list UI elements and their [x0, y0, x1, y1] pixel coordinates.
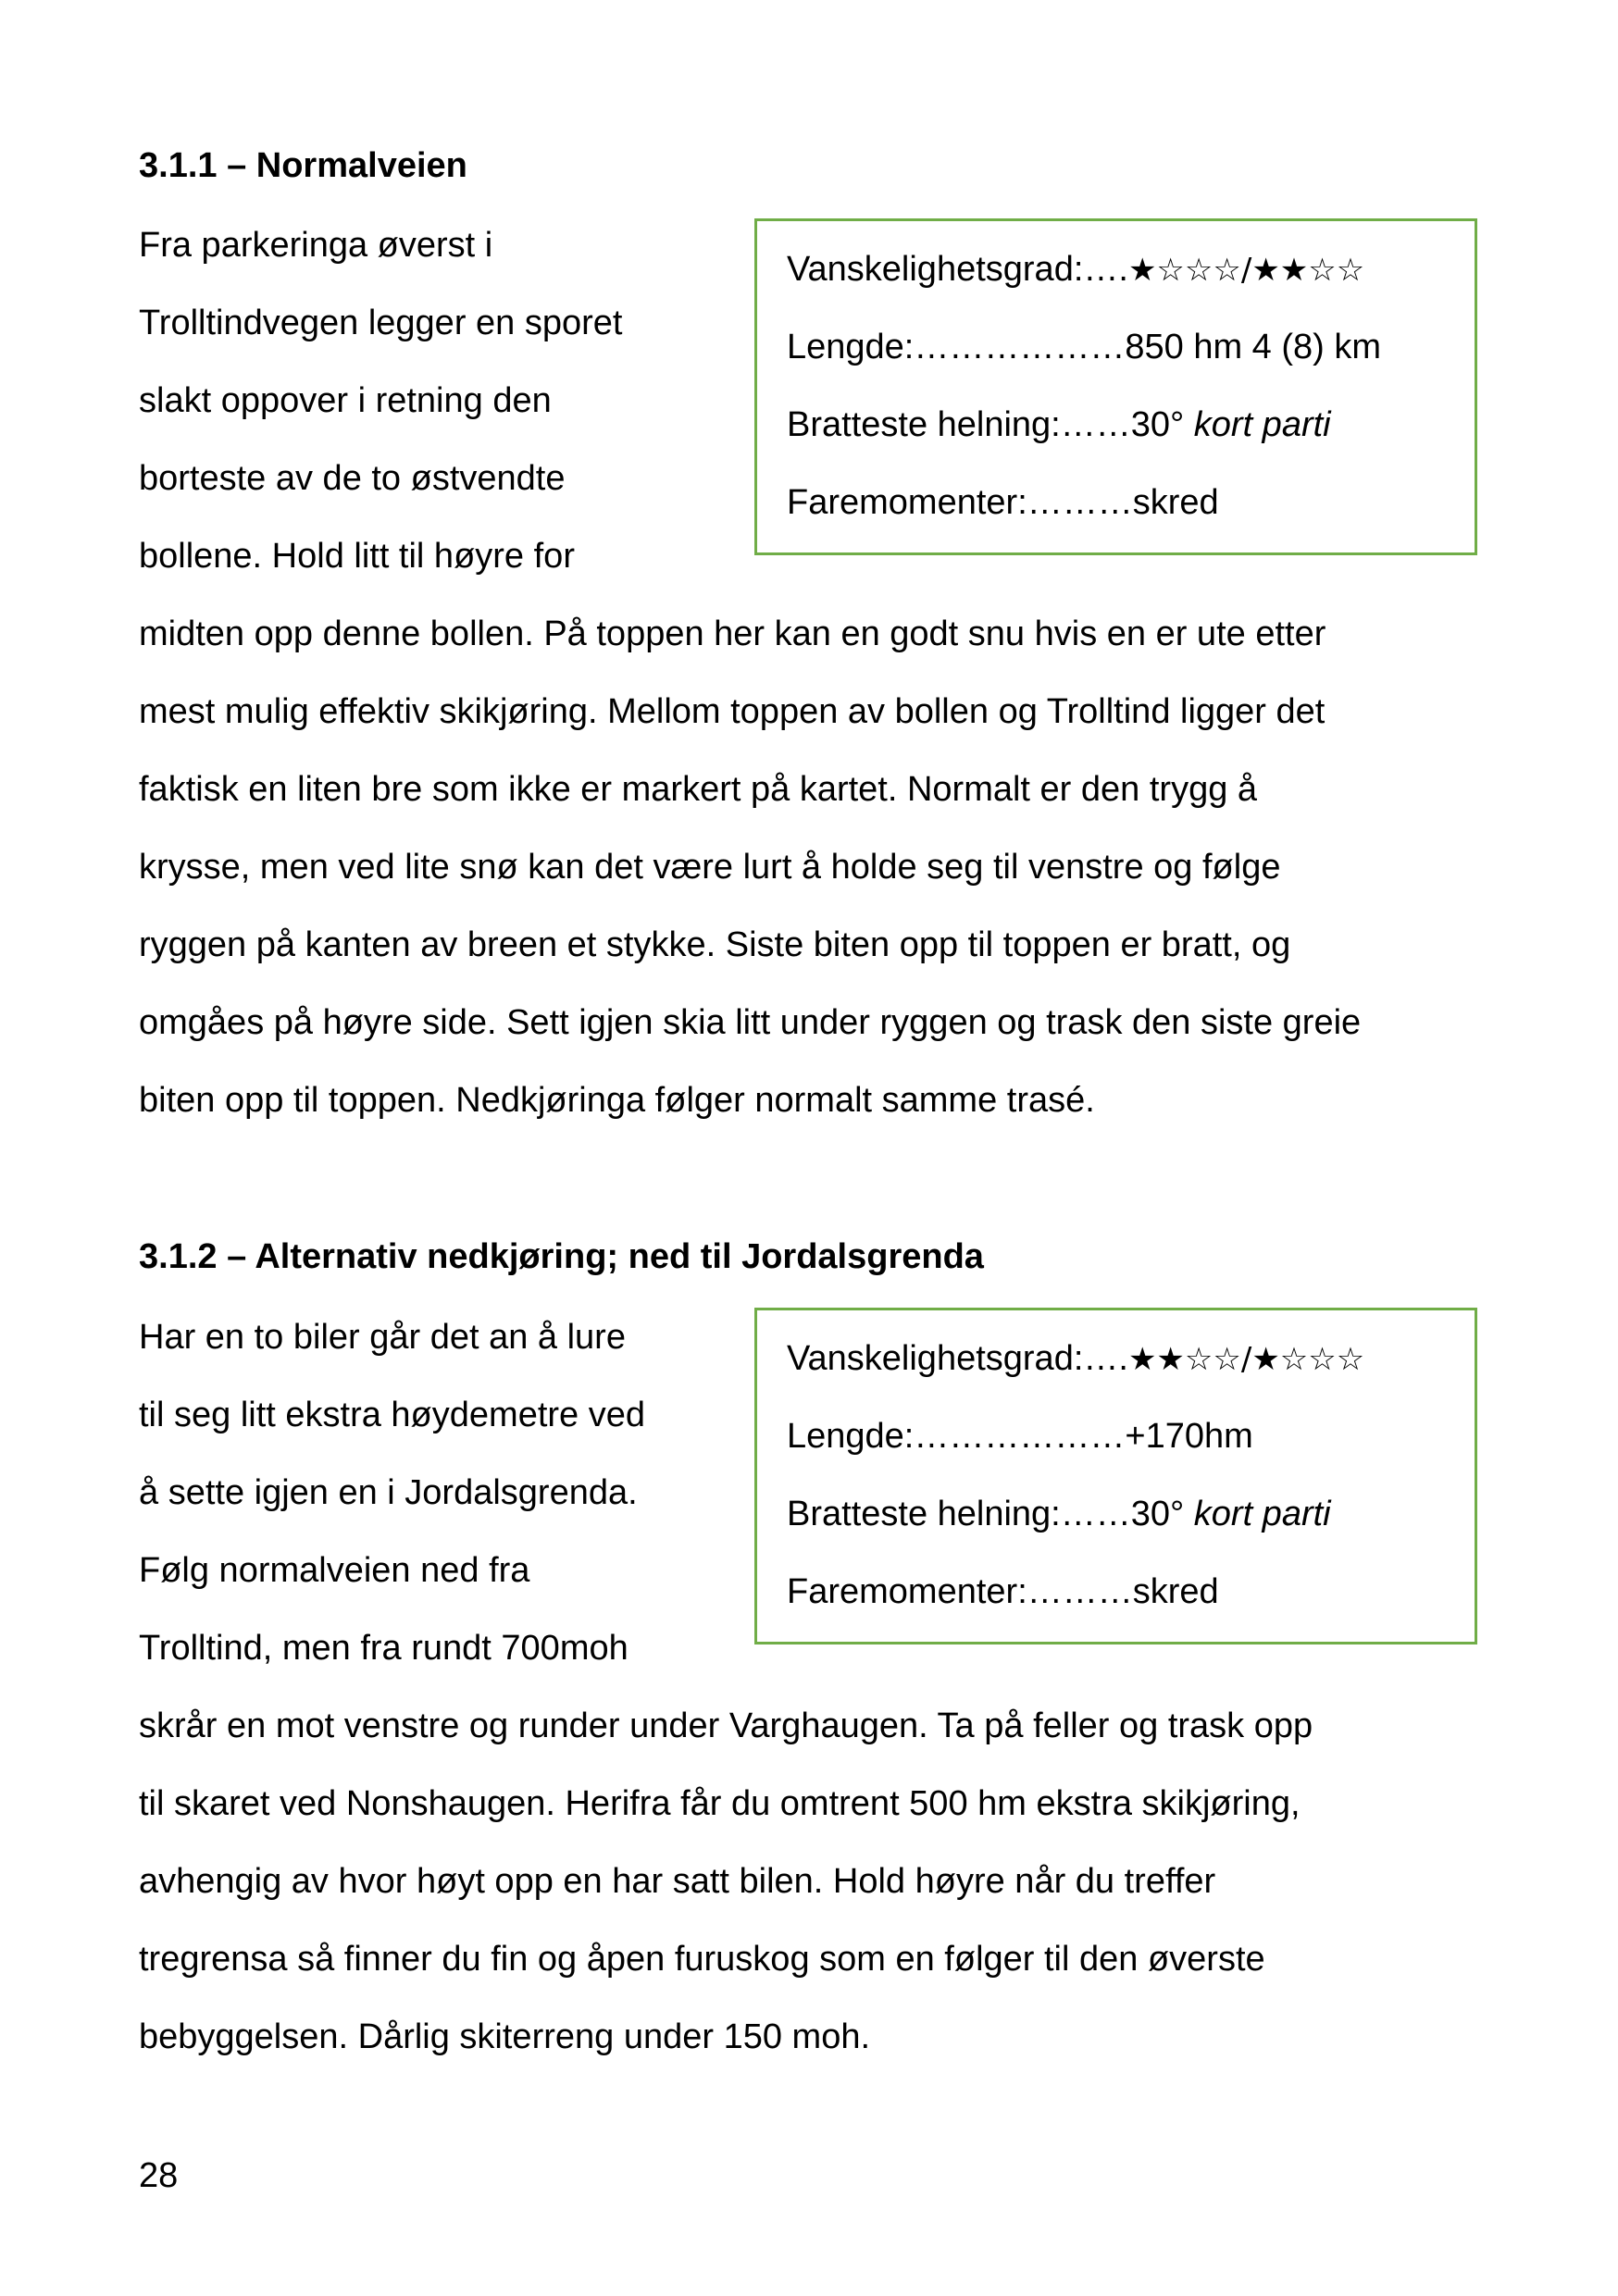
text-line: Trolltindvegen legger en sporet	[139, 304, 623, 342]
difficulty-label: Vanskelighetsgrad:….	[787, 250, 1128, 289]
steepness-row	[787, 386, 1475, 464]
text-line: å sette igjen en i Jordalsgrenda.	[139, 1473, 638, 1512]
section-1-body-text	[139, 595, 1361, 1139]
text-line: krysse, men ved lite snø kan det være lurt å holde seg til venstre og følge	[139, 848, 1281, 887]
route-info-box	[754, 1308, 1477, 1644]
length-row	[787, 1397, 1475, 1475]
steepness-label: Bratteste helning:……	[787, 405, 1131, 444]
text-line: biten opp til toppen. Nedkjøringa følger normalt samme trasé.	[139, 1081, 1095, 1120]
length-row	[787, 308, 1475, 386]
difficulty-stars: ★☆☆☆/★★☆☆	[1127, 252, 1365, 289]
page-number: 28	[139, 2156, 179, 2195]
difficulty-stars: ★★☆☆/★☆☆☆	[1127, 1341, 1365, 1378]
steepness-row	[787, 1475, 1475, 1553]
length-value: 850 hm 4 (8) km	[1125, 328, 1382, 366]
section-heading: 3.1.2 – Alternativ nedkjøring; ned til Jordalsgrenda	[139, 1237, 984, 1276]
text-line: ryggen på kanten av breen et stykke. Siste biten opp til toppen er bratt, og	[139, 925, 1291, 964]
section-heading: 3.1.1 – Normalveien	[139, 146, 467, 185]
hazards-value: skred	[1132, 483, 1219, 522]
text-line: faktisk en liten bre som ikke er markert på kartet. Normalt er den trygg å	[139, 770, 1258, 809]
length-label: Lengde:………………	[787, 328, 1126, 366]
text-line: bebyggelsen. Dårlig skiterreng under 150 moh.	[139, 2017, 871, 2056]
text-line: Følg normalveien ned fra	[139, 1551, 530, 1590]
hazards-value: skred	[1132, 1572, 1219, 1611]
text-line: slakt oppover i retning den	[139, 381, 552, 420]
steepness-label: Bratteste helning:……	[787, 1495, 1131, 1533]
length-value: +170hm	[1125, 1417, 1253, 1456]
text-line: Fra parkeringa øverst i	[139, 226, 493, 265]
hazards-label: Faremomenter:………	[787, 1572, 1133, 1611]
text-line: Trolltind, men fra rundt 700moh	[139, 1629, 629, 1668]
text-line: skrår en mot venstre og runder under Varghaugen. Ta på feller og trask opp	[139, 1706, 1313, 1745]
hazards-label: Faremomenter:………	[787, 483, 1133, 522]
text-line: til seg litt ekstra høydemetre ved	[139, 1396, 645, 1434]
steepness-value: 30°	[1130, 405, 1185, 444]
text-line: avhengig av hvor høyt opp en har satt bilen. Hold høyre når du treffer	[139, 1862, 1216, 1901]
text-line: tregrensa så finner du fin og åpen furuskog som en følger til den øverste	[139, 1940, 1265, 1979]
text-line: Har en to biler går det an å lure	[139, 1318, 626, 1357]
difficulty-row	[787, 230, 1475, 308]
text-line: bollene. Hold litt til høyre for	[139, 537, 575, 576]
hazards-row	[787, 464, 1475, 541]
section-2-intro-text	[139, 1298, 645, 1687]
steepness-note: kort parti	[1193, 405, 1331, 444]
text-line: omgåes på høyre side. Sett igjen skia litt under ryggen og trask den siste greie	[139, 1003, 1362, 1042]
length-label: Lengde:………………	[787, 1417, 1126, 1456]
route-info-box	[754, 218, 1477, 555]
difficulty-row	[787, 1320, 1475, 1397]
steepness-value: 30°	[1130, 1495, 1185, 1533]
steepness-note: kort parti	[1193, 1495, 1331, 1533]
section-1-intro-text	[139, 206, 622, 595]
section-2-body-text	[139, 1687, 1313, 2076]
text-line: borteste av de to østvendte	[139, 459, 566, 498]
difficulty-label: Vanskelighetsgrad:….	[787, 1339, 1128, 1378]
text-line: mest mulig effektiv skikjøring. Mellom toppen av bollen og Trolltind ligger det	[139, 692, 1326, 731]
hazards-row	[787, 1553, 1475, 1631]
text-line: til skaret ved Nonshaugen. Herifra får du omtrent 500 hm ekstra skikjøring,	[139, 1784, 1301, 1823]
text-line: midten opp denne bollen. På toppen her kan en godt snu hvis en er ute etter	[139, 614, 1326, 653]
